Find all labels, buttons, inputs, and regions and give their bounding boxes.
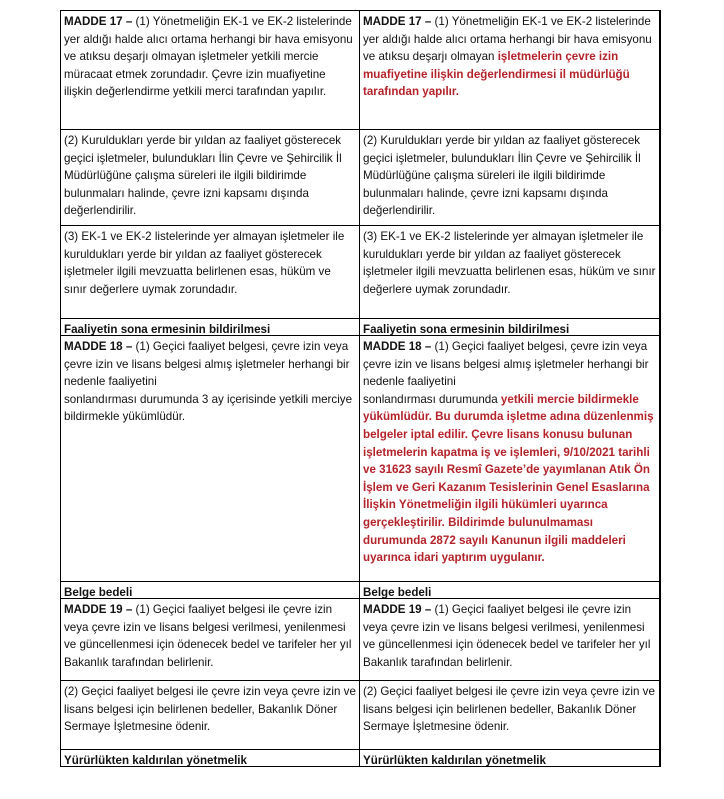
article-text-continued: sonlandırması durumunda 3 ay içerisinde yetkili merciye bildirmekle yükümlüdür.: [64, 392, 353, 424]
article-text: (2) Kuruldukları yerde bir yıldan az faaliyet gösterecek geçici işletmeler, bulundukları İlin Çevre ve Şehircilik İl Müdürlüğüne çalışma süreleri ile ilgili bildirimde bulunmaları halinde, çevre izni kapsamı dışında değerlendirilir.: [363, 134, 641, 218]
table-row: [61, 226, 661, 319]
article-text: (1) Geçici faaliyet belgesi, çevre izin veya çevre izin ve lisans belgesi almış işletmeler herhangi bir nedenle faaliyetini: [363, 340, 649, 389]
table-row: [61, 11, 661, 130]
new-text-cell: [360, 681, 661, 750]
article-label: MADDE 17 –: [363, 15, 432, 28]
old-text-cell: [61, 226, 360, 319]
table-row: [61, 582, 661, 599]
old-text-cell: [61, 336, 360, 582]
article-label: MADDE 19 –: [363, 603, 432, 616]
section-heading: Belge bedeli: [360, 582, 661, 599]
table-row: [61, 681, 661, 750]
section-heading: Yürürlükten kaldırılan yönetmelik: [61, 750, 360, 767]
new-text-cell: [360, 599, 661, 681]
article-text: (2) Geçici faaliyet belgesi ile çevre izin veya çevre izin ve lisans belgesi için belirlenen bedeller, Bakanlık Döner Sermaye İşletmesine ödenir.: [363, 685, 655, 734]
amended-text: yetkili mercie bildirmekle yükümlüdür. Bu durumda işletme adına düzenlenmiş belgeler iptal edilir. Çevre lisans konusu bulunan işletmelerin kapatma iş ve işlemleri, 9/10/2021 tarihli ve 31623 sayılı Resmî Gazete’de yayımlanan Atık Ön İşlem ve Geri Kazanım Tesislerinin Genel Esaslarına İlişkin Yönetmeliğin ilgili hükümleri uyarınca gerçekleştirilir. Bildirimde bulunulmaması durumunda 2872 sayılı Kanunun ilgili maddeleri uyarınca idari yaptırım uygulanır.: [363, 392, 654, 565]
section-heading: Belge bedeli: [61, 582, 360, 599]
article-label: MADDE 18 –: [64, 340, 133, 353]
article-text: (1) Yönetmeliğin EK-1 ve EK-2 listelerinde yer aldığı halde alıcı ortama herhangi bir hava emisyonu ve atıksu deşarjı olmayan işletmeler yetkili mercie müracaat etmek zorundadır. Çevre izin muafiyetine ilişkin değerlendirme yetkili merci tarafından yapılır.: [64, 15, 353, 99]
table-row: [61, 750, 661, 767]
table-row: [61, 319, 661, 336]
new-text-cell: [360, 226, 661, 319]
article-text: (3) EK-1 ve EK-2 listelerinde yer almayan işletmeler ile kuruldukları yerde bir yıldan az faaliyet gösterecek işletmeler ilgili mevzuatta belirlenen esas, hüküm ve sınır değerlere uymak zorundadır.: [64, 230, 345, 296]
article-text: (1) Geçici faaliyet belgesi ile çevre izin veya çevre izin ve lisans belgesi verilmesi, yenilenmesi ve güncellenmesi için ödenecek bedel ve tarifeler her yıl Bakanlık tarafından belirlenir.: [64, 603, 352, 669]
section-heading: Faaliyetin sona ermesinin bildirilmesi: [360, 319, 661, 336]
table-row: [61, 599, 661, 681]
article-text: (1) Geçici faaliyet belgesi, çevre izin veya çevre izin ve lisans belgesi almış işletmeler herhangi bir nedenle faaliyetini: [64, 340, 350, 389]
comparison-table: [60, 10, 661, 767]
table-row: [61, 130, 661, 226]
article-text: (1) Geçici faaliyet belgesi ile çevre izin veya çevre izin ve lisans belgesi verilmesi, yenilenmesi ve güncellenmesi için ödenecek bedel ve tarifeler her yıl Bakanlık tarafından belirlenir.: [363, 603, 651, 669]
article-text: (3) EK-1 ve EK-2 listelerinde yer almayan işletmeler ile kuruldukları yerde bir yıldan az faaliyet gösterecek işletmeler ilgili mevzuatta belirlenen esas, hüküm ve sınır değerlere uymak zorundadır.: [363, 230, 656, 296]
old-text-cell: [61, 599, 360, 681]
old-text-cell: [61, 681, 360, 750]
old-text-cell: [61, 130, 360, 226]
article-text: (2) Kuruldukları yerde bir yıldan az faaliyet gösterecek geçici işletmeler, bulundukları İlin Çevre ve Şehircilik İl Müdürlüğüne çalışma süreleri ile ilgili bildirimde bulunmaları halinde, çevre izni kapsamı dışında değerlendirilir.: [64, 134, 342, 218]
section-heading: Faaliyetin sona ermesinin bildirilmesi: [61, 319, 360, 336]
section-heading: Yürürlükten kaldırılan yönetmelik: [360, 750, 661, 767]
old-text-cell: [61, 11, 360, 130]
article-text: (1) Yönetmeliğin EK-1 ve EK-2 listelerinde yer aldığı halde alıcı ortama herhangi bir hava emisyonu ve atıksu deşarjı olmayan: [363, 15, 652, 64]
article-text: (2) Geçici faaliyet belgesi ile çevre izin veya çevre izin ve lisans belgesi için belirlenen bedeller, Bakanlık Döner Sermaye İşletmesine ödenir.: [64, 685, 356, 734]
new-text-cell: [360, 130, 661, 226]
article-label: MADDE 18 –: [363, 340, 432, 353]
article-text-continued: sonlandırması durumunda: [363, 392, 501, 406]
amended-text: işletmelerin çevre izin muafiyetine ilişkin değerlendirmesi il müdürlüğü tarafından yapılır.: [363, 50, 630, 99]
article-label: MADDE 17 –: [64, 15, 133, 28]
new-text-cell: [360, 11, 661, 130]
table-row: [61, 336, 661, 582]
article-label: MADDE 19 –: [64, 603, 133, 616]
new-text-cell: [360, 336, 661, 582]
